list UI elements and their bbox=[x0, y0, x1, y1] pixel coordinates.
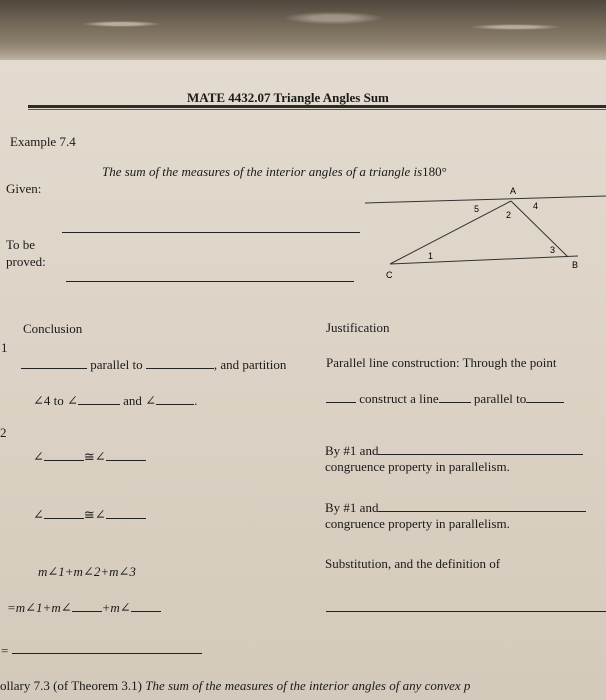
step-1-partition-text: , and partition bbox=[213, 357, 287, 372]
step-5-justification-line[interactable] bbox=[326, 611, 606, 612]
step-3-congruent-text: ≅∠ bbox=[83, 507, 106, 522]
page-title: MATE 4432.07 Triangle Angles Sum bbox=[187, 90, 389, 105]
step-2-congruent-text: ≅∠ bbox=[83, 449, 106, 464]
angle-label-4: 4 bbox=[533, 201, 539, 211]
side-cb bbox=[390, 256, 578, 264]
theorem-statement bbox=[102, 164, 447, 180]
step-3-justification-blank[interactable] bbox=[378, 499, 586, 512]
title-rule-thin bbox=[28, 109, 606, 110]
vertex-label-c: C bbox=[386, 270, 393, 280]
step-1-justification-line-1: Parallel line construction: Through the point bbox=[326, 355, 557, 370]
step-1-period: . bbox=[194, 393, 198, 408]
angle-label-5: 5 bbox=[474, 204, 480, 214]
step-6-answer-line[interactable] bbox=[12, 653, 202, 654]
angle-label-2: 2 bbox=[506, 210, 512, 220]
step-2-justification-blank[interactable] bbox=[378, 442, 583, 455]
step-1-angle4-text: ∠4 to ∠ bbox=[33, 393, 78, 408]
step-1-construct-text: construct a line bbox=[359, 391, 439, 406]
step-3-blank-1[interactable] bbox=[44, 506, 84, 519]
angle-label-3: 3 bbox=[550, 245, 556, 255]
step-4-conclusion: m∠1+m∠2+m∠3 bbox=[38, 564, 136, 579]
to-be-proved-answer-line[interactable] bbox=[66, 281, 354, 282]
step-3-conclusion bbox=[33, 506, 146, 523]
step-1-blank-4[interactable] bbox=[156, 392, 194, 405]
step-1-point-blank[interactable] bbox=[326, 390, 356, 403]
corollary-statement: The sum of the measures of the interior angles of any convex p bbox=[145, 678, 471, 693]
step-1-and-text: and ∠ bbox=[123, 393, 157, 408]
vertex-label-b: B bbox=[572, 260, 579, 270]
step-1-number: 1 bbox=[1, 340, 8, 355]
step-1-blank-1[interactable] bbox=[21, 356, 87, 369]
given-label: Given: bbox=[6, 181, 42, 196]
step-3-angle-symbol-1: ∠ bbox=[33, 507, 44, 522]
step-5-conclusion bbox=[7, 599, 161, 616]
step-1-blank-3[interactable] bbox=[78, 392, 120, 405]
justification-header: Justification bbox=[326, 320, 390, 335]
angle-label-1: 1 bbox=[428, 251, 434, 261]
step-1-conclusion-line-2 bbox=[33, 392, 197, 409]
step-2-justification-line-2: congruence property in parallelism. bbox=[325, 459, 510, 474]
parallel-line-through-a bbox=[365, 196, 606, 203]
step-5-text-a: =m∠1+m∠ bbox=[7, 600, 72, 615]
step-1-parallel-text: parallel to bbox=[90, 357, 143, 372]
theorem-degree: 180° bbox=[422, 164, 447, 179]
step-1-blank-2[interactable] bbox=[146, 356, 214, 369]
step-6-conclusion: = bbox=[1, 643, 9, 658]
to-be-proved-label: To be proved: bbox=[6, 237, 46, 269]
triangle-diagram bbox=[360, 182, 606, 282]
step-2-justification-line-1 bbox=[325, 442, 583, 459]
step-3-blank-2[interactable] bbox=[106, 506, 146, 519]
step-2-number: 2 bbox=[0, 425, 7, 440]
step-5-blank-2[interactable] bbox=[131, 599, 161, 612]
corollary-prefix: ollary 7.3 (of Theorem 3.1) bbox=[0, 678, 142, 693]
side-ca bbox=[390, 201, 511, 264]
step-2-blank-1[interactable] bbox=[44, 448, 84, 461]
corollary-line bbox=[0, 678, 470, 694]
step-1-justification-line-2 bbox=[326, 390, 564, 407]
blanket-background bbox=[0, 0, 606, 60]
given-answer-line[interactable] bbox=[62, 232, 360, 233]
step-4-justification: Substitution, and the definition of bbox=[325, 556, 501, 571]
step-3-by-text: By #1 and bbox=[325, 500, 379, 515]
step-2-angle-symbol-1: ∠ bbox=[33, 449, 44, 464]
step-3-justification-line-1 bbox=[325, 499, 586, 516]
step-1-parallel-to-text: parallel to bbox=[473, 391, 527, 406]
step-5-text-b: +m∠ bbox=[101, 600, 131, 615]
step-5-blank-1[interactable] bbox=[72, 599, 102, 612]
step-2-blank-2[interactable] bbox=[106, 448, 146, 461]
side-ab bbox=[511, 201, 568, 257]
step-2-conclusion bbox=[33, 448, 146, 465]
theorem-text: The sum of the measures of the interior angles of a triangle is bbox=[102, 164, 423, 179]
conclusion-header: Conclusion bbox=[23, 321, 83, 336]
step-1-line-blank[interactable] bbox=[439, 390, 471, 403]
title-rule-thick bbox=[28, 105, 606, 108]
vertex-label-a: A bbox=[510, 186, 517, 196]
step-1-parallel-blank[interactable] bbox=[526, 390, 564, 403]
example-label: Example 7.4 bbox=[10, 134, 76, 149]
step-2-by-text: By #1 and bbox=[325, 443, 379, 458]
step-1-conclusion-line-1 bbox=[21, 356, 286, 373]
step-3-justification-line-2: congruence property in parallelism. bbox=[325, 516, 510, 531]
